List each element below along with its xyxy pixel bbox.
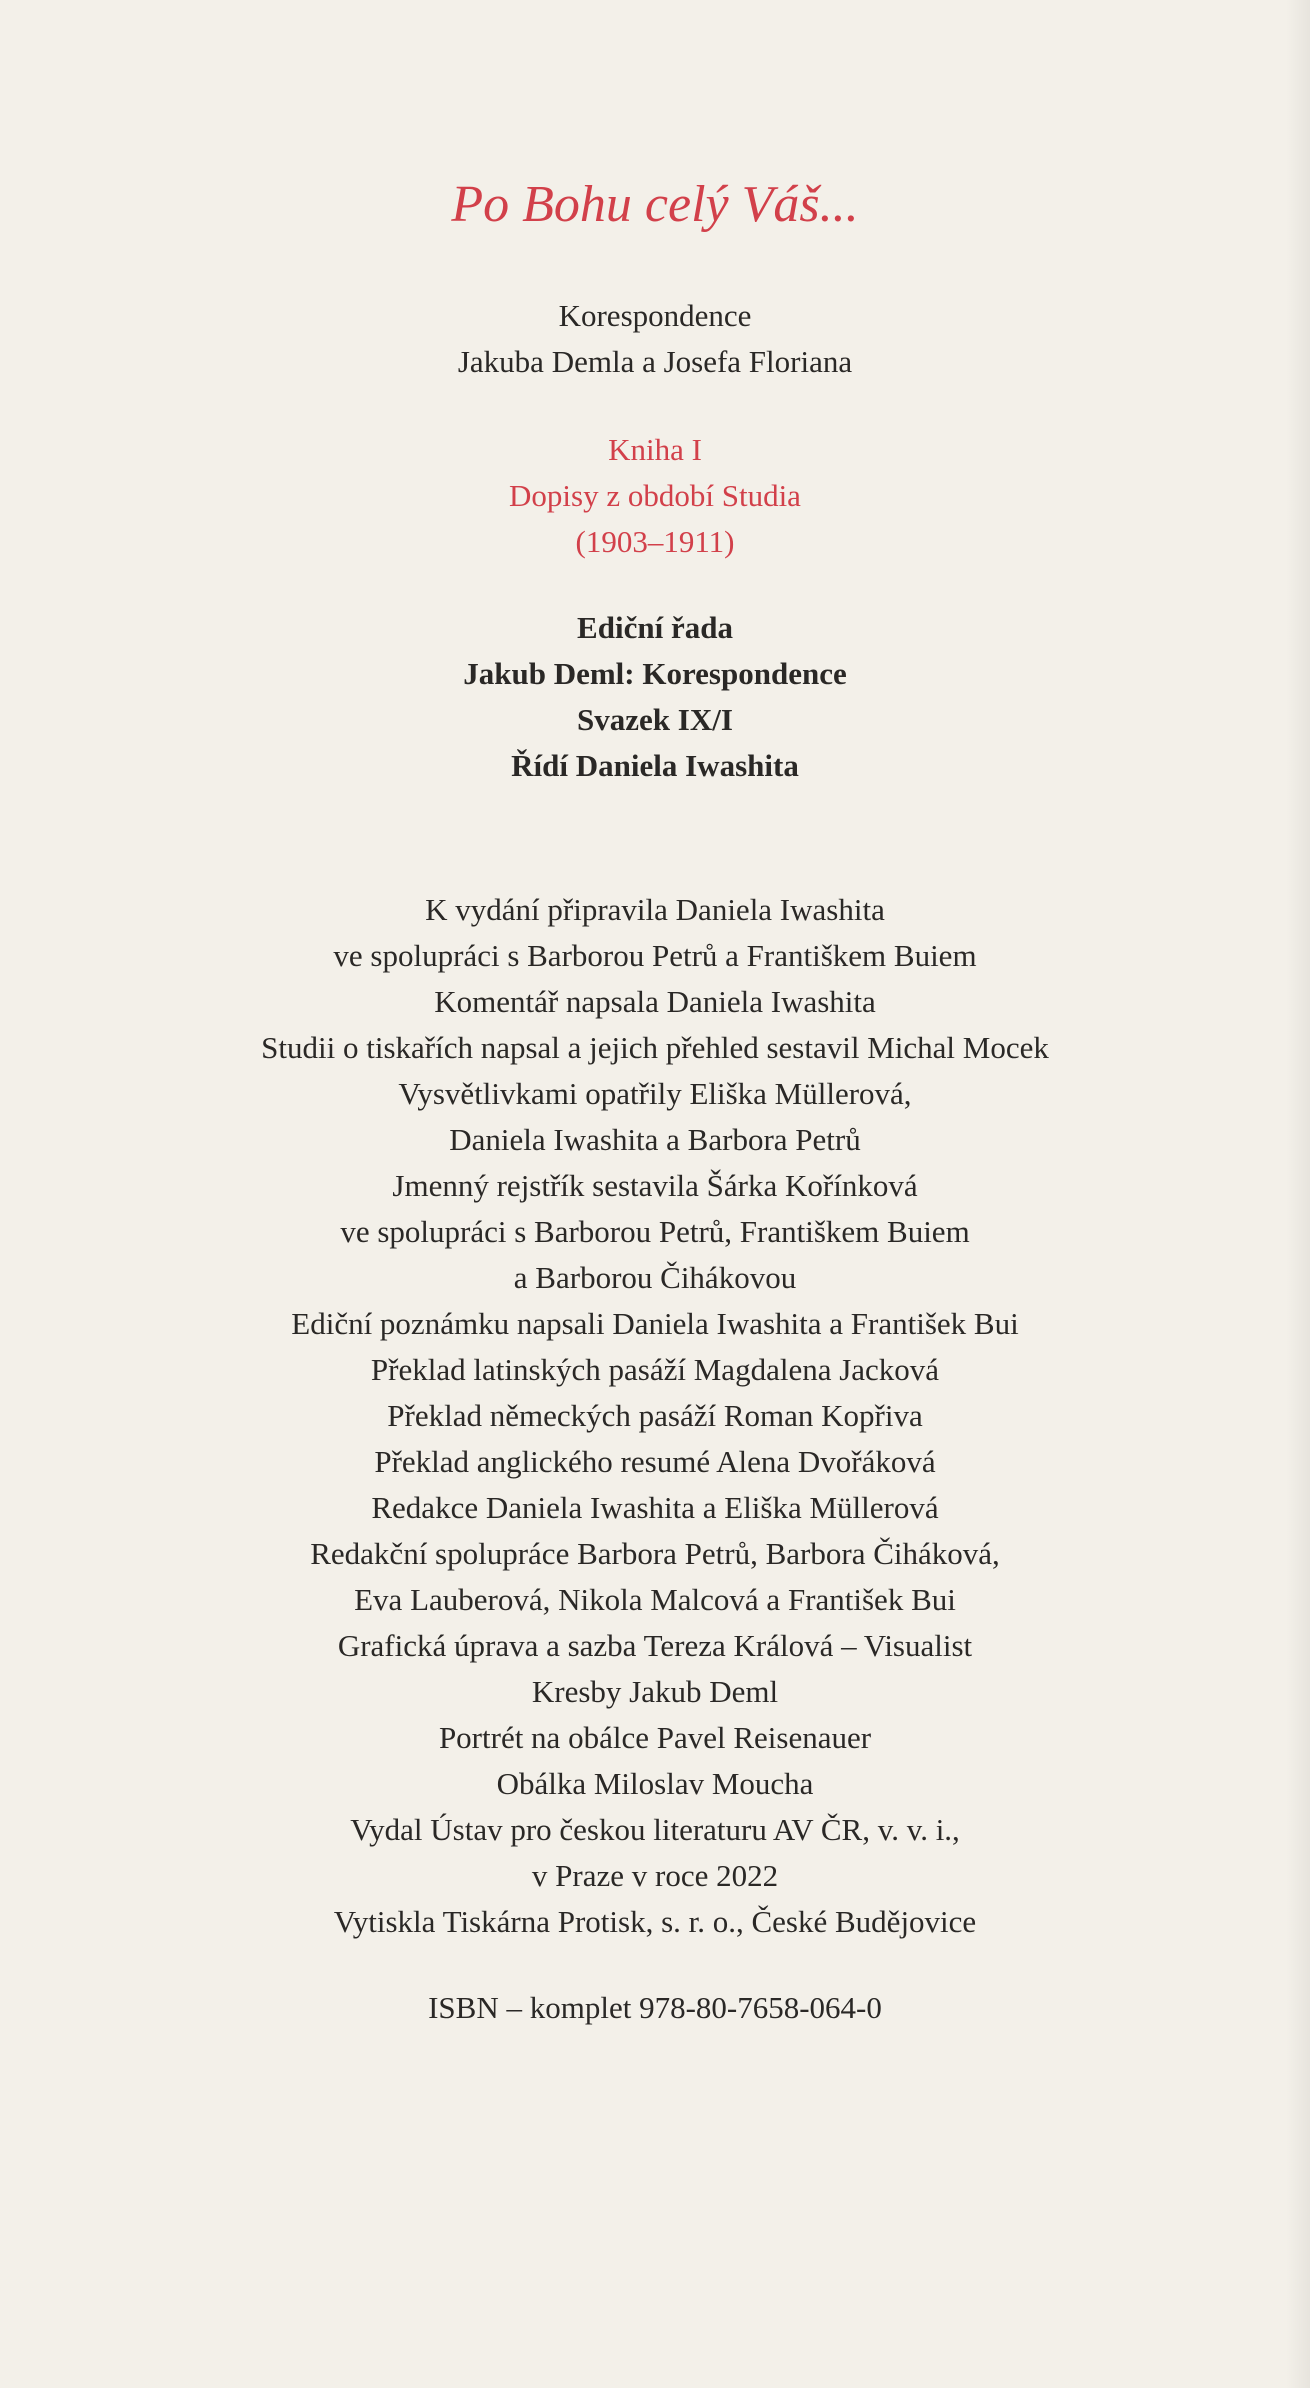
credit-line: Daniela Iwashita a Barbora Petrů: [449, 1122, 861, 1157]
credit-line: Jmenný rejstřík sestavila Šárka Kořínková: [392, 1168, 918, 1203]
credit-line: Vytiskla Tiskárna Protisk, s. r. o., České Budějovice: [333, 1904, 977, 1939]
series-label: Ediční řada: [577, 610, 733, 645]
credit-line: Grafická úprava a sazba Tereza Králová – Visualist: [337, 1628, 973, 1663]
book-name: Dopisy z období Studia: [509, 478, 801, 513]
credit-line: ve spolupráci s Barborou Petrů, Františkem Buiem: [340, 1214, 970, 1249]
credit-line: Eva Lauberová, Nikola Malcová a František Bui: [354, 1582, 956, 1617]
subtitle-line-1: Korespondence: [558, 298, 752, 333]
book-volume: Kniha I: [608, 432, 702, 467]
credit-line: Vysvětlivkami opatřily Eliška Müllerová,: [398, 1076, 912, 1111]
credit-line: Překlad anglického resumé Alena Dvořáková: [374, 1444, 936, 1479]
isbn: ISBN – komplet 978-80-7658-064-0: [428, 1990, 882, 2025]
credit-line: Ediční poznámku napsali Daniela Iwashita a František Bui: [291, 1306, 1019, 1341]
series-editor: Řídí Daniela Iwashita: [511, 748, 799, 783]
credit-line: Redakční spolupráce Barbora Petrů, Barbora Čiháková,: [310, 1536, 1000, 1571]
credit-line: Kresby Jakub Deml: [531, 1674, 779, 1709]
credit-line: v Praze v roce 2022: [531, 1858, 779, 1893]
subtitle-line-2: Jakuba Demla a Josefa Floriana: [457, 344, 853, 379]
credit-line: K vydání připravila Daniela Iwashita: [425, 892, 885, 927]
credit-line: Vydal Ústav pro českou literaturu AV ČR, v. v. i.,: [350, 1812, 960, 1847]
credit-line: Redakce Daniela Iwashita a Eliška Müllerová: [371, 1490, 939, 1525]
series-name: Jakub Deml: Korespondence: [463, 656, 847, 691]
credit-line: Obálka Miloslav Moucha: [496, 1766, 814, 1801]
credit-line: Překlad německých pasáží Roman Kopřiva: [387, 1398, 923, 1433]
book-title: Po Bohu celý Váš...: [451, 176, 859, 233]
credit-line: a Barborou Čihákovou: [513, 1260, 797, 1295]
credit-line: Překlad latinských pasáží Magdalena Jacková: [370, 1352, 940, 1387]
series-volume: Svazek IX/I: [577, 702, 733, 737]
credit-line: Komentář napsala Daniela Iwashita: [434, 984, 876, 1019]
credit-line: Studii o tiskařích napsal a jejich přehled sestavil Michal Mocek: [261, 1030, 1049, 1065]
book-years: (1903–1911): [575, 524, 735, 559]
credit-line: ve spolupráci s Barborou Petrů a Františkem Buiem: [333, 938, 977, 973]
credit-line: Portrét na obálce Pavel Reisenauer: [438, 1720, 872, 1755]
